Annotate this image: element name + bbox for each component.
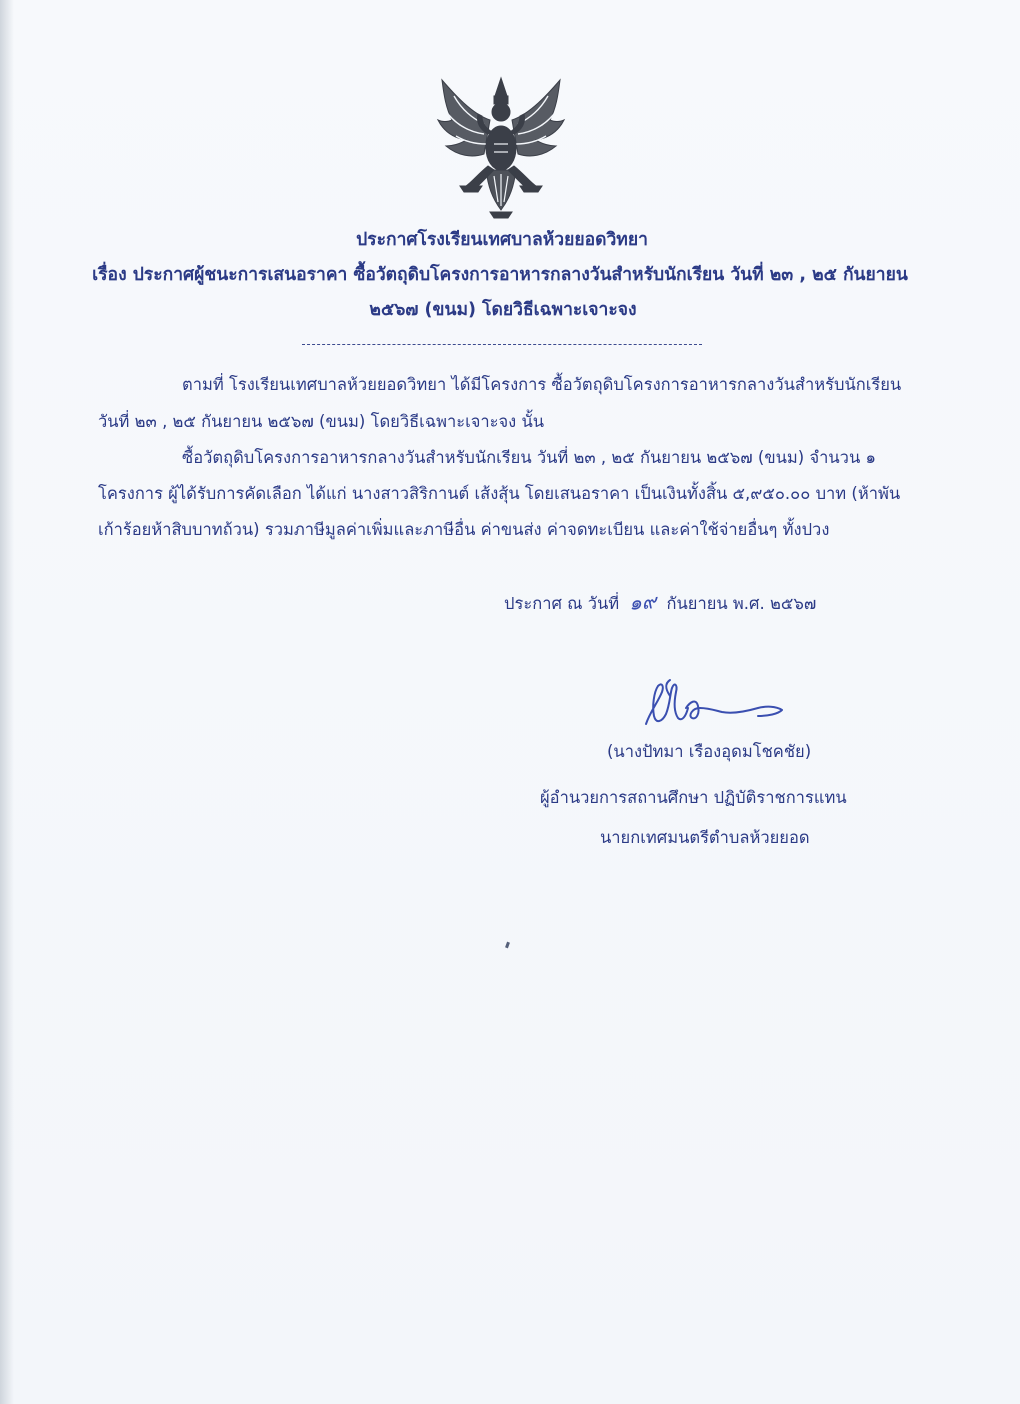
signatory-position: ผู้อำนวยการสถานศึกษา ปฏิบัติราชการแทน [540,788,847,807]
announcement-subject: เรื่อง ประกาศผู้ชนะการเสนอราคา ซื้อวัตถุดิบโครงการอาหารกลางวันสำหรับนักเรียน วันที่ ๒๓ , ๒๕ กันยายน [92,265,908,285]
date-suffix: กันยายน พ.ศ. ๒๕๖๗ [666,594,817,613]
body-paragraph-1-line-2: วันที่ ๒๓ , ๒๕ กันยายน ๒๕๖๗ (ขนม) โดยวิธีเฉพาะเจาะจง นั้น [98,412,545,431]
announcement-date [504,590,816,616]
announcement-title: ประกาศโรงเรียนเทศบาลห้วยยอดวิทยา [356,230,648,250]
date-prefix: ประกาศ ณ วันที่ [504,594,620,613]
signatory-name: (นางปัทมา เรืองอุดมโชคชัย) [607,742,812,761]
body-paragraph-2-line-2: โครงการ ผู้ได้รับการคัดเลือก ได้แก่ นางสาวสิริกานต์ เส้งสุ้น โดยเสนอราคา เป็นเงินทั้งสิ้น ๕,๙๕๐.๐๐ บาท (ห้าพัน [98,484,901,503]
scan-speck [505,942,510,949]
announcement-subject-continued: ๒๕๖๗ (ขนม) โดยวิธีเฉพาะเจาะจง [369,300,637,320]
signatory-acting-for: นายกเทศมนตรีตำบลห้วยยอด [600,828,810,847]
date-day-handwritten: ๑๙ [628,589,658,615]
handwritten-signature [640,672,790,742]
header-divider [302,344,702,345]
body-paragraph-1-line-1: ตามที่ โรงเรียนเทศบาลห้วยยอดวิทยา ได้มีโครงการ ซื้อวัตถุดิบโครงการอาหารกลางวันสำหรับนักเรียน [182,375,902,394]
garuda-emblem-icon [432,74,570,220]
body-paragraph-2-line-1: ซื้อวัตถุดิบโครงการอาหารกลางวันสำหรับนักเรียน วันที่ ๒๓ , ๒๕ กันยายน ๒๕๖๗ (ขนม) จำนวน ๑ [182,448,876,467]
body-paragraph-2-line-3: เก้าร้อยห้าสิบบาทถ้วน) รวมภาษีมูลค่าเพิ่มและภาษีอื่น ค่าขนส่ง ค่าจดทะเบียน และค่าใช้จ่ายอื่นๆ ทั้งปวง [98,520,830,539]
